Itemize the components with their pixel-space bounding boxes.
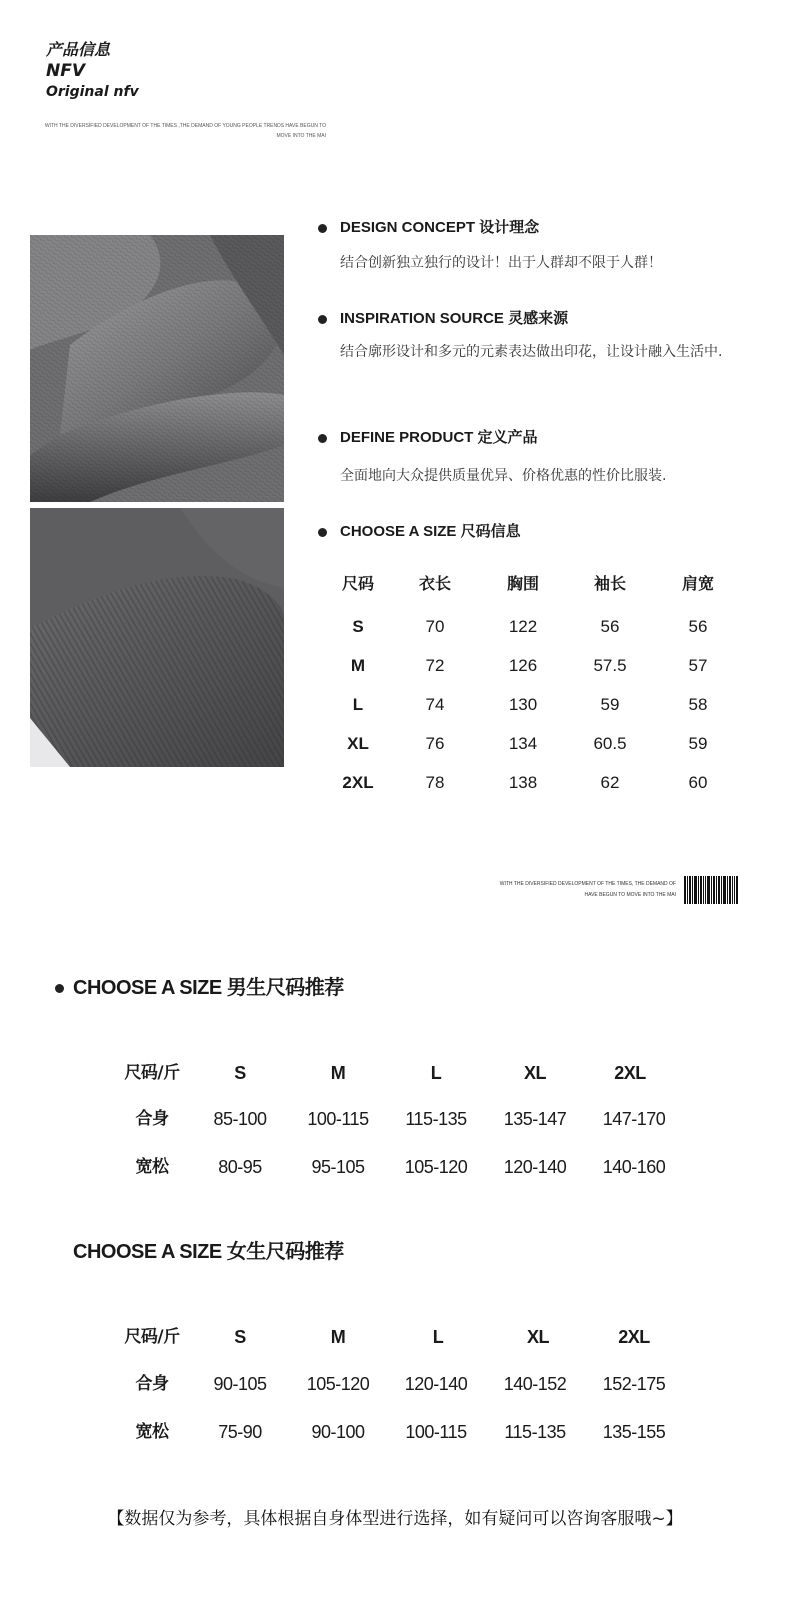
table-header-row: [110, 1058, 690, 1088]
bullet-dot: [318, 224, 327, 233]
brand-name: NFV: [46, 61, 85, 81]
table-header-cell: S: [234, 1327, 246, 1347]
header: [46, 40, 139, 102]
table-cell: 60.5: [593, 734, 627, 753]
table-cell: XL: [347, 734, 369, 753]
table-cell: 140-152: [503, 1374, 567, 1394]
table-cell: 57: [688, 656, 708, 675]
table-header-cell: 尺码: [341, 574, 374, 593]
table-row-label: 合身: [135, 1109, 169, 1129]
table-cell: 62: [600, 773, 620, 792]
table-header-cell: 衣长: [418, 574, 451, 593]
table-cell: 78: [425, 773, 445, 792]
table-cell: S: [352, 617, 364, 636]
table-row-label: 宽松: [135, 1422, 169, 1442]
table-cell: 59: [688, 734, 708, 753]
table-cell: 74: [425, 695, 445, 714]
table-cell: 2XL: [342, 773, 374, 792]
fabric-photo-rib: [30, 508, 284, 767]
table-row: [110, 1417, 690, 1447]
table-header-cell: M: [330, 1327, 346, 1347]
table-row-label: 宽松: [135, 1157, 169, 1177]
disclaimer-note: 【数据仅为参考，具体根据自身体型进行选择，如有疑问可以咨询客服哦~】: [107, 1509, 683, 1529]
table-header-cell: 胸围: [506, 574, 539, 593]
define-product-heading: DEFINE PRODUCT 定义产品: [340, 429, 538, 446]
table-cell: 100-115: [405, 1422, 467, 1442]
table-cell: 135-147: [503, 1109, 567, 1129]
table-cell: 105-120: [306, 1374, 370, 1394]
header-tagline: WITH THE DIVERSIFIED DEVELOPMENT OF THE TIMES ,THE DEMAND OF YOUNG PEOPLE TRENDS HAVE BEGUN TO MOVE INTO THE MAI: [44, 123, 326, 139]
barcode-icon: [684, 876, 738, 904]
table-header-row: [318, 569, 758, 599]
table-row: [110, 1152, 690, 1182]
size-info-heading: CHOOSE A SIZE 尺码信息: [340, 523, 521, 540]
table-cell: 76: [425, 734, 445, 753]
table-cell: 95-105: [311, 1157, 365, 1177]
table-header-cell: 2XL: [614, 1063, 646, 1083]
table-header-cell: 袖长: [593, 574, 626, 593]
table-header-cell: 尺码/斤: [124, 1327, 180, 1347]
table-cell: 135-155: [602, 1422, 666, 1442]
table-header-cell: L: [430, 1063, 442, 1083]
table-cell: 60: [688, 773, 708, 792]
table-header-cell: S: [234, 1063, 246, 1083]
table-cell: 59: [600, 695, 620, 714]
design-concept-text: 结合创新独立独行的设计！出于人群却不限于人群！: [340, 255, 662, 271]
fabric-photo-folds: [30, 235, 284, 502]
bullet-dot: [318, 434, 327, 443]
women-size-title: CHOOSE A SIZE 女生尺码推荐: [73, 1241, 344, 1263]
table-cell: 72: [425, 656, 445, 675]
table-row: [318, 651, 758, 681]
barcode-tagline-line2: HAVE BEGUN TO MOVE INTO THE MAI: [584, 892, 676, 898]
table-cell: 56: [688, 617, 708, 636]
table-header-cell: L: [432, 1327, 444, 1347]
table-cell: 58: [688, 695, 708, 714]
table-row: [318, 612, 758, 642]
bullet-dot: [55, 984, 64, 993]
table-cell: 56: [600, 617, 620, 636]
table-row: [318, 729, 758, 759]
table-header-cell: M: [330, 1063, 346, 1083]
define-product-text: 全面地向大众提供质量优异、价格优惠的性价比服装.: [340, 468, 667, 484]
table-cell: 70: [425, 617, 445, 636]
table-row: [110, 1369, 690, 1399]
table-cell: 126: [508, 656, 538, 675]
bullet-dot: [318, 528, 327, 537]
table-row: [318, 690, 758, 720]
brand-subtitle: Original nfv: [46, 84, 139, 100]
table-cell: 140-160: [602, 1157, 666, 1177]
barcode-tagline-line1: WITH THE DIVERSIFIED DEVELOPMENT OF THE TIMES, THE DEMAND OF: [499, 881, 676, 887]
table-header-cell: 尺码/斤: [124, 1063, 180, 1083]
table-cell: 75-90: [218, 1422, 262, 1442]
table-cell: 120-140: [503, 1157, 567, 1177]
barcode-tagline: [470, 879, 676, 901]
table-header-cell: 肩宽: [681, 574, 714, 593]
table-cell: 105-120: [404, 1157, 468, 1177]
page-title: 产品信息: [46, 40, 111, 59]
table-header-cell: XL: [526, 1327, 549, 1347]
table-row-label: 合身: [135, 1374, 169, 1394]
bullet-dot: [318, 315, 327, 324]
table-cell: 130: [508, 695, 538, 714]
table-cell: 85-100: [213, 1109, 267, 1129]
table-cell: 120-140: [404, 1374, 468, 1394]
table-cell: 134: [508, 734, 538, 753]
table-cell: 138: [508, 773, 538, 792]
table-cell: 152-175: [602, 1374, 666, 1394]
table-cell: 115-135: [504, 1422, 566, 1442]
table-header-row: [110, 1322, 690, 1352]
inspiration-heading: INSPIRATION SOURCE 灵感来源: [340, 310, 569, 327]
table-cell: 80-95: [218, 1157, 262, 1177]
inspiration-text: 结合廓形设计和多元的元素表达做出印花，让设计融入生活中.: [340, 344, 723, 360]
table-cell: 90-100: [311, 1422, 365, 1442]
table-cell: M: [350, 656, 366, 675]
table-cell: L: [352, 695, 364, 714]
table-header-cell: XL: [523, 1063, 546, 1083]
table-header-cell: 2XL: [618, 1327, 650, 1347]
table-cell: 115-135: [405, 1109, 467, 1129]
table-cell: 57.5: [593, 656, 627, 675]
table-cell: 147-170: [602, 1109, 666, 1129]
table-row: [110, 1104, 690, 1134]
table-cell: 100-115: [307, 1109, 369, 1129]
table-cell: 90-105: [213, 1374, 267, 1394]
table-row: [318, 768, 758, 798]
design-concept-heading: DESIGN CONCEPT 设计理念: [340, 219, 540, 236]
men-size-title: CHOOSE A SIZE 男生尺码推荐: [73, 977, 344, 999]
table-cell: 122: [508, 617, 538, 636]
